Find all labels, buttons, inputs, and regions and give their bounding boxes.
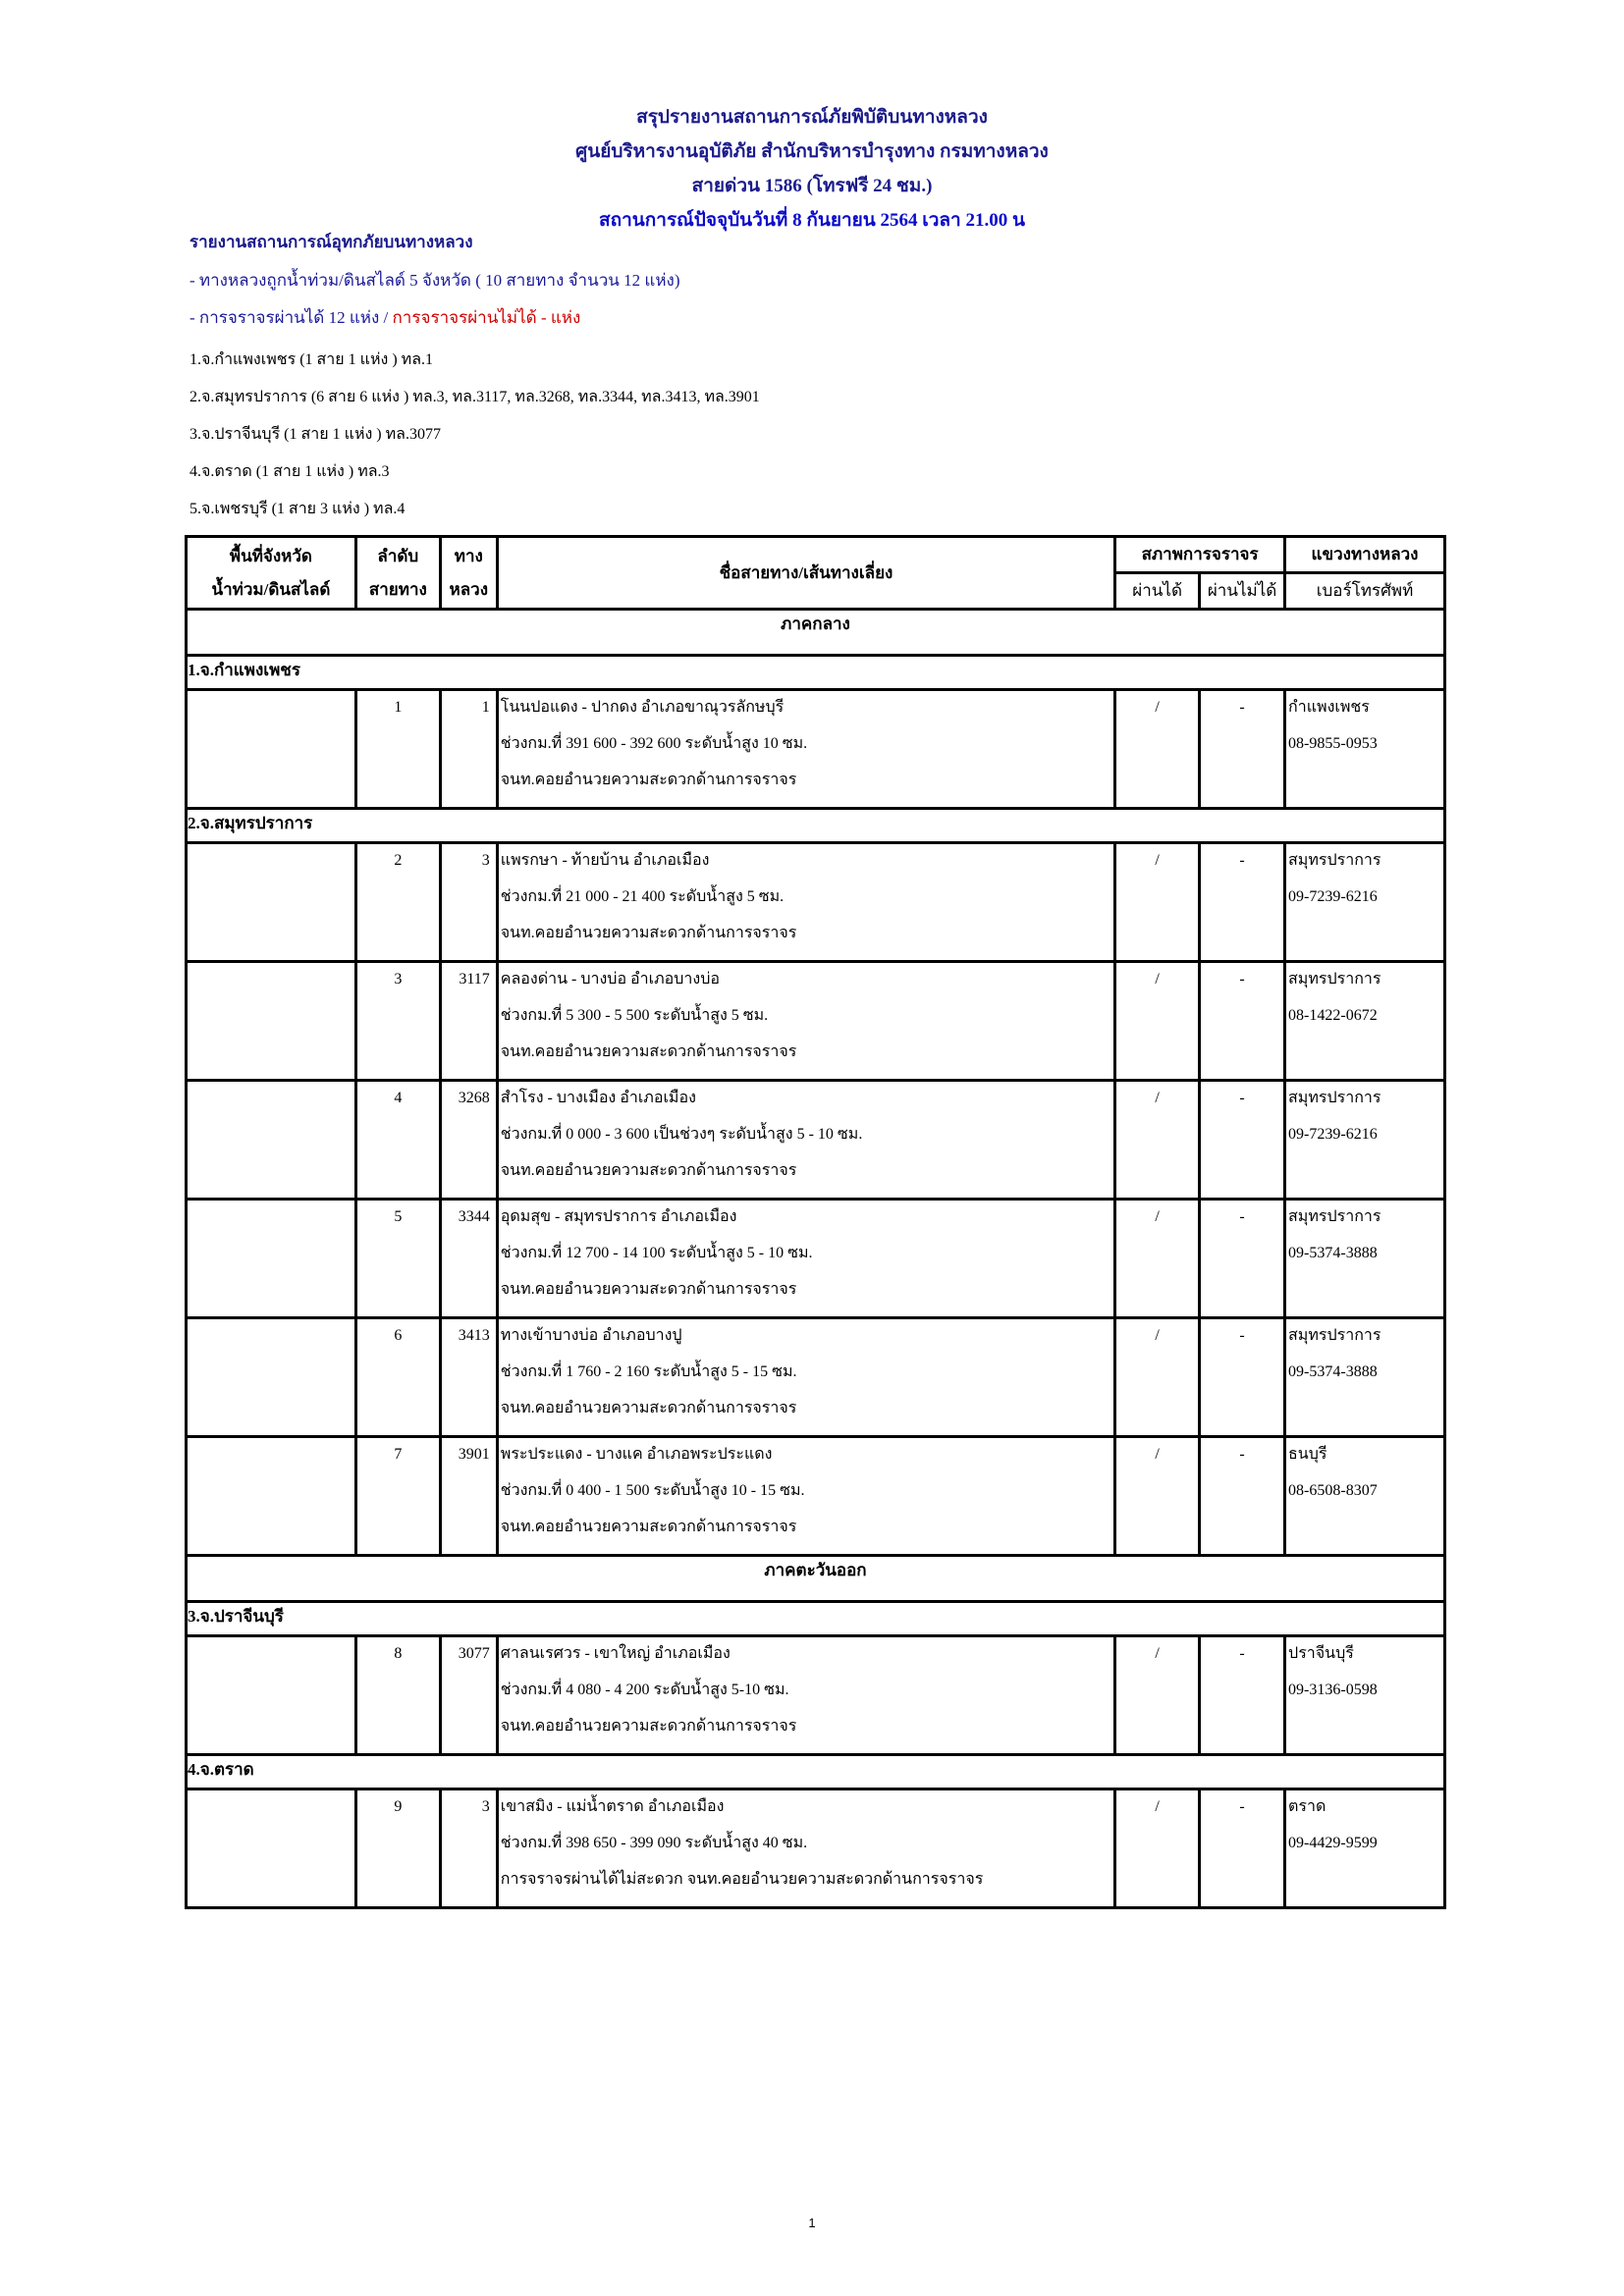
seq-cell: 7 [355,1437,440,1556]
highway-cell: 3901 [440,1437,497,1556]
route-note: จนท.คอยอำนวยความสะดวกด้านการจราจร [500,1281,797,1298]
area-cell [187,962,356,1081]
office-phone: 08-1422-0672 [1288,1007,1378,1024]
passable-cell: / [1115,1318,1200,1437]
route-name: แพรกษา - ท้ายบ้าน อำเภอเมือง [500,852,710,869]
header-office: แขวงทางหลวง [1285,537,1445,573]
route-cell [497,1636,1114,1755]
highway-cell: 3 [440,843,497,962]
seq-cell: 2 [355,843,440,962]
office-name: ปราจีนบุรี [1288,1645,1354,1662]
area-cell [187,1200,356,1318]
highway-cell: 3117 [440,962,497,1081]
route-name: คลองด่าน - บางบ่อ อำเภอบางบ่อ [500,971,720,988]
impassable-cell: - [1200,1437,1285,1556]
region-row [187,1556,1445,1602]
office-cell [1285,1200,1445,1318]
impassable-cell: - [1200,962,1285,1081]
office-name: สมุทรปราการ [1288,852,1381,869]
route-km-range: ช่วงกม.ที่ 398 650 - 399 090 ระดับน้ำสูง 40 ซม. [500,1835,808,1851]
route-km-range: ช่วงกม.ที่ 0 400 - 1 500 ระดับน้ำสูง 10 - 15 ซม. [500,1482,805,1499]
summary-passable: - การจราจรผ่านได้ 12 แห่ง / [189,308,393,327]
province-row [187,656,1445,690]
route-cell [497,690,1114,809]
province-row [187,1755,1445,1789]
seq-cell: 1 [355,690,440,809]
table-row [187,690,1445,809]
area-cell [187,1636,356,1755]
table-row [187,843,1445,962]
route-note: การจราจรผ่านได้ไม่สะดวก จนท.คอยอำนวยความสะดวกด้านการจราจร [500,1871,984,1888]
route-name: เขาสมิง - แม่น้ำตราด อำเภอเมือง [500,1798,725,1815]
office-cell [1285,1437,1445,1556]
area-cell [187,1437,356,1556]
summary-title: รายงานสถานการณ์อุทกภัยบนทางหลวง [189,233,473,251]
province-summary-item: 1.จ.กำแพงเพชร (1 สาย 1 แห่ง ) ทล.1 [189,351,433,368]
route-cell [497,1318,1114,1437]
office-name: กำแพงเพชร [1288,699,1370,716]
impassable-cell: - [1200,690,1285,809]
impassable-cell: - [1200,1789,1285,1908]
region-row [187,610,1445,656]
summary-traffic [189,304,580,331]
office-cell [1285,1636,1445,1755]
office-cell [1285,1318,1445,1437]
province-row [187,809,1445,843]
province-summary-item: 5.จ.เพชรบุรี (1 สาย 3 แห่ง ) ทล.4 [189,501,406,517]
report-status-date: สถานการณ์ปัจจุบันวันที่ 8 กันยายน 2564 เวลา 21.00 น [599,210,1025,231]
area-cell [187,1318,356,1437]
office-name: สมุทรปราการ [1288,1208,1381,1225]
header-phone: เบอร์โทรศัพท์ [1285,573,1445,610]
route-cell [497,1789,1114,1908]
route-km-range: ช่วงกม.ที่ 5 300 - 5 500 ระดับน้ำสูง 5 ซม. [500,1007,769,1024]
report-title: สรุปรายงานสถานการณ์ภัยพิบัติบนทางหลวง [636,107,988,128]
route-note: จนท.คอยอำนวยความสะดวกด้านการจราจร [500,1043,797,1060]
office-cell [1285,843,1445,962]
seq-cell: 8 [355,1636,440,1755]
seq-cell: 4 [355,1081,440,1200]
impassable-cell: - [1200,1318,1285,1437]
highway-cell: 3413 [440,1318,497,1437]
impassable-cell: - [1200,1636,1285,1755]
passable-cell: / [1115,843,1200,962]
office-phone: 09-3136-0598 [1288,1682,1378,1698]
office-cell [1285,962,1445,1081]
passable-cell: / [1115,1081,1200,1200]
route-cell [497,962,1114,1081]
header-seq: ลำดับ สายทาง [355,537,440,610]
table-row [187,1081,1445,1200]
header-route-name: ชื่อสายทาง/เส้นทางเลี่ยง [497,537,1114,610]
area-cell [187,1789,356,1908]
route-note: จนท.คอยอำนวยความสะดวกด้านการจราจร [500,925,797,941]
header-area: พื้นที่จังหวัด น้ำท่วม/ดินสไลด์ [187,537,356,610]
route-name: พระประแดง - บางแค อำเภอพระประแดง [500,1446,773,1463]
impassable-cell: - [1200,1200,1285,1318]
office-phone: 09-7239-6216 [1288,1126,1378,1143]
office-phone: 08-6508-8307 [1288,1482,1378,1499]
header-traffic-status: สภาพการจราจร [1115,537,1285,573]
header-highway: ทาง หลวง [440,537,497,610]
province-name: 2.จ.สมุทรปราการ [187,809,1445,843]
office-name: สมุทรปราการ [1288,1327,1381,1344]
office-cell [1285,1081,1445,1200]
province-name: 3.จ.ปราจีนบุรี [187,1602,1445,1636]
flood-report-table [185,535,1446,1909]
route-name: อุดมสุข - สมุทรปราการ อำเภอเมือง [500,1208,737,1225]
passable-cell: / [1115,962,1200,1081]
office-phone: 09-7239-6216 [1288,888,1378,905]
route-note: จนท.คอยอำนวยความสะดวกด้านการจราจร [500,1519,797,1535]
province-name: 1.จ.กำแพงเพชร [187,656,1445,690]
passable-cell: / [1115,690,1200,809]
province-summary-list [189,342,760,528]
route-note: จนท.คอยอำนวยความสะดวกด้านการจราจร [500,1718,797,1735]
seq-cell: 5 [355,1200,440,1318]
region-name: ภาคกลาง [187,610,1445,656]
table-row [187,1318,1445,1437]
route-cell [497,1437,1114,1556]
province-summary-item: 2.จ.สมุทรปราการ (6 สาย 6 แห่ง ) ทล.3, ทล.3117, ทล.3268, ทล.3344, ทล.3413, ทล.3901 [189,389,760,405]
highway-cell: 3344 [440,1200,497,1318]
table-row [187,1200,1445,1318]
office-cell [1285,1789,1445,1908]
office-cell [1285,690,1445,809]
table-row [187,1789,1445,1908]
passable-cell: / [1115,1636,1200,1755]
province-summary-item: 3.จ.ปราจีนบุรี (1 สาย 1 แห่ง ) ทล.3077 [189,426,441,443]
route-note: จนท.คอยอำนวยความสะดวกด้านการจราจร [500,1162,797,1179]
report-hotline: สายด่วน 1586 (โทรฟรี 24 ชม.) [691,176,933,196]
passable-cell: / [1115,1789,1200,1908]
route-note: จนท.คอยอำนวยความสะดวกด้านการจราจร [500,1400,797,1416]
passable-cell: / [1115,1200,1200,1318]
office-name: สมุทรปราการ [1288,971,1381,988]
summary-impassable: การจราจรผ่านไม่ได้ - แห่ง [392,308,581,327]
province-summary-item: 4.จ.ตราด (1 สาย 1 แห่ง ) ทล.3 [189,463,390,480]
route-km-range: ช่วงกม.ที่ 391 600 - 392 600 ระดับน้ำสูง 10 ซม. [500,735,808,752]
impassable-cell: - [1200,1081,1285,1200]
route-km-range: ช่วงกม.ที่ 12 700 - 14 100 ระดับน้ำสูง 5 - 10 ซม. [500,1245,813,1261]
seq-cell: 3 [355,962,440,1081]
area-cell [187,690,356,809]
header-passable: ผ่านได้ [1115,573,1200,610]
route-km-range: ช่วงกม.ที่ 4 080 - 4 200 ระดับน้ำสูง 5-10 ซม. [500,1682,789,1698]
impassable-cell: - [1200,843,1285,962]
page-number: 1 [808,2216,816,2230]
route-cell [497,1081,1114,1200]
route-name: ศาลนเรศวร - เขาใหญ่ อำเภอเมือง [500,1645,731,1662]
office-phone: 09-5374-3888 [1288,1245,1378,1261]
table-row [187,1636,1445,1755]
report-organization: ศูนย์บริหารงานอุบัติภัย สำนักบริหารบำรุงทาง กรมทางหลวง [575,141,1049,162]
office-name: ธนบุรี [1288,1446,1327,1463]
province-name: 4.จ.ตราด [187,1755,1445,1789]
passable-cell: / [1115,1437,1200,1556]
highway-cell: 3268 [440,1081,497,1200]
province-row [187,1602,1445,1636]
seq-cell: 9 [355,1789,440,1908]
office-phone: 09-5374-3888 [1288,1363,1378,1380]
table-row [187,1437,1445,1556]
route-name: ทางเข้าบางบ่อ อำเภอบางปู [500,1327,682,1344]
header-impassable: ผ่านไม่ได้ [1200,573,1285,610]
office-name: ตราด [1288,1798,1326,1815]
route-note: จนท.คอยอำนวยความสะดวกด้านการจราจร [500,772,797,788]
office-phone: 09-4429-9599 [1288,1835,1378,1851]
highway-cell: 3 [440,1789,497,1908]
route-km-range: ช่วงกม.ที่ 0 000 - 3 600 เป็นช่วงๆ ระดับน้ำสูง 5 - 10 ซม. [500,1126,863,1143]
route-km-range: ช่วงกม.ที่ 1 760 - 2 160 ระดับน้ำสูง 5 - 15 ซม. [500,1363,797,1380]
area-cell [187,1081,356,1200]
table-row [187,962,1445,1081]
office-phone: 08-9855-0953 [1288,735,1378,752]
office-name: สมุทรปราการ [1288,1090,1381,1106]
seq-cell: 6 [355,1318,440,1437]
route-cell [497,843,1114,962]
route-name: สำโรง - บางเมือง อำเภอเมือง [500,1090,696,1106]
route-cell [497,1200,1114,1318]
highway-cell: 3077 [440,1636,497,1755]
area-cell [187,843,356,962]
summary-affected: - ทางหลวงถูกน้ำท่วม/ดินสไลด์ 5 จังหวัด ( 10 สายทาง จำนวน 12 แห่ง) [189,271,680,290]
route-name: โนนปอแดง - ปากดง อำเภอขาณุวรลักษบุรี [500,699,785,716]
region-name: ภาคตะวันออก [187,1556,1445,1602]
route-km-range: ช่วงกม.ที่ 21 000 - 21 400 ระดับน้ำสูง 5 ซม. [500,888,785,905]
highway-cell: 1 [440,690,497,809]
